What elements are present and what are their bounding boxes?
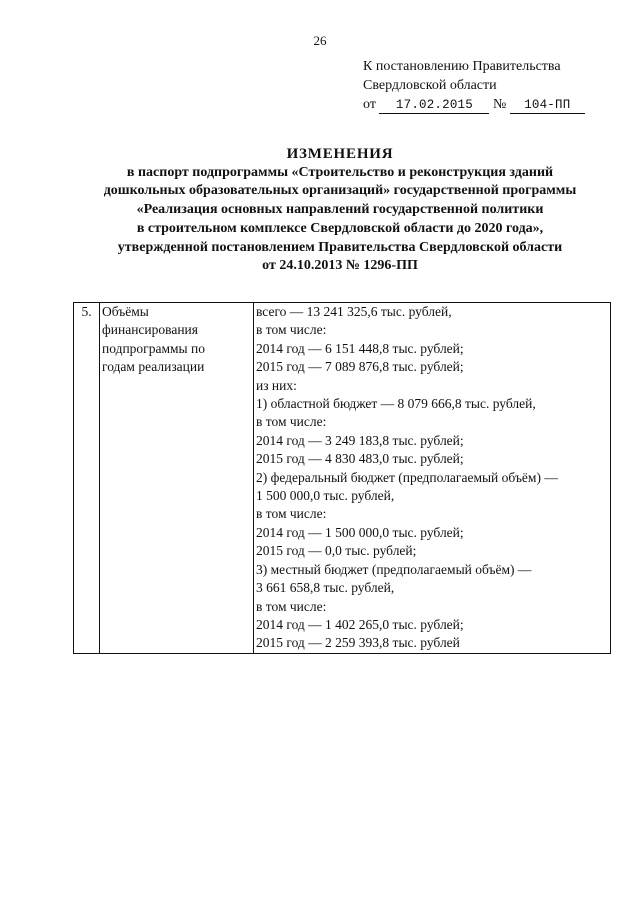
table-row <box>74 303 611 654</box>
title-line: дошкольных образовательных организаций» государственной программы <box>103 183 577 199</box>
label-line: подпрограммы по <box>102 340 205 356</box>
value-line: 2014 год — 6 151 448,8 тыс. рублей; <box>256 340 464 356</box>
value-line: в том числе: <box>256 322 327 338</box>
title-line: «Реализация основных направлений государственной политики <box>136 202 544 218</box>
from-prefix: от <box>363 97 376 112</box>
document-title <box>60 145 620 276</box>
header-line-2: Свердловской области <box>363 78 497 93</box>
row-number-cell: 5. <box>74 303 100 654</box>
value-line: 2014 год — 1 500 000,0 тыс. рублей; <box>256 524 464 540</box>
title-line: утвержденной постановлением Правительства Свердловской области <box>117 239 563 255</box>
decree-date: 17.02.2015 <box>379 98 489 114</box>
value-line: всего — 13 241 325,6 тыс. рублей, <box>256 304 452 319</box>
decree-number: 104-ПП <box>510 98 585 114</box>
page-number: 26 <box>313 33 327 48</box>
title-line: в паспорт подпрограммы «Строительство и реконструкция зданий <box>126 164 554 180</box>
number-prefix: № <box>492 97 507 112</box>
value-line: в том числе: <box>256 598 327 614</box>
value-line: 2014 год — 3 249 183,8 тыс. рублей; <box>256 432 464 448</box>
row-value-cell <box>254 303 611 654</box>
row-label-cell <box>100 303 254 654</box>
header-line-1: К постановлению Правительства <box>363 59 561 74</box>
title-main: ИЗМЕНЕНИЯ <box>286 146 394 162</box>
title-line: от 24.10.2013 № 1296-ПП <box>262 258 418 274</box>
value-line: 2015 год — 0,0 тыс. рублей; <box>256 543 417 559</box>
label-line: годам реализации <box>102 359 205 375</box>
value-line: 3 661 658,8 тыс. рублей, <box>256 580 395 596</box>
value-line: в том числе: <box>256 414 327 430</box>
value-line: 1 500 000,0 тыс. рублей, <box>256 488 395 504</box>
passport-table <box>73 302 611 654</box>
value-line: 2014 год — 1 402 265,0 тыс. рублей; <box>256 616 464 632</box>
value-line: 2) федеральный бюджет (предполагаемый объём) — <box>256 469 558 485</box>
header-date-number-line <box>363 95 585 114</box>
value-line: 2015 год — 2 259 393,8 тыс. рублей <box>256 635 460 651</box>
value-line: 2015 год — 7 089 876,8 тыс. рублей; <box>256 359 464 375</box>
value-line: 3) местный бюджет (предполагаемый объём) — <box>256 561 532 577</box>
title-line: в строительном комплексе Свердловской области до 2020 года», <box>136 220 544 236</box>
value-line: 2015 год — 4 830 483,0 тыс. рублей; <box>256 451 464 467</box>
value-line: из них: <box>256 377 297 393</box>
label-line: Объёмы <box>102 304 149 319</box>
document-header <box>363 57 585 114</box>
value-line: в том числе: <box>256 506 327 522</box>
value-line: 1) областной бюджет — 8 079 666,8 тыс. рублей, <box>256 396 536 412</box>
label-line: финансирования <box>102 322 198 338</box>
